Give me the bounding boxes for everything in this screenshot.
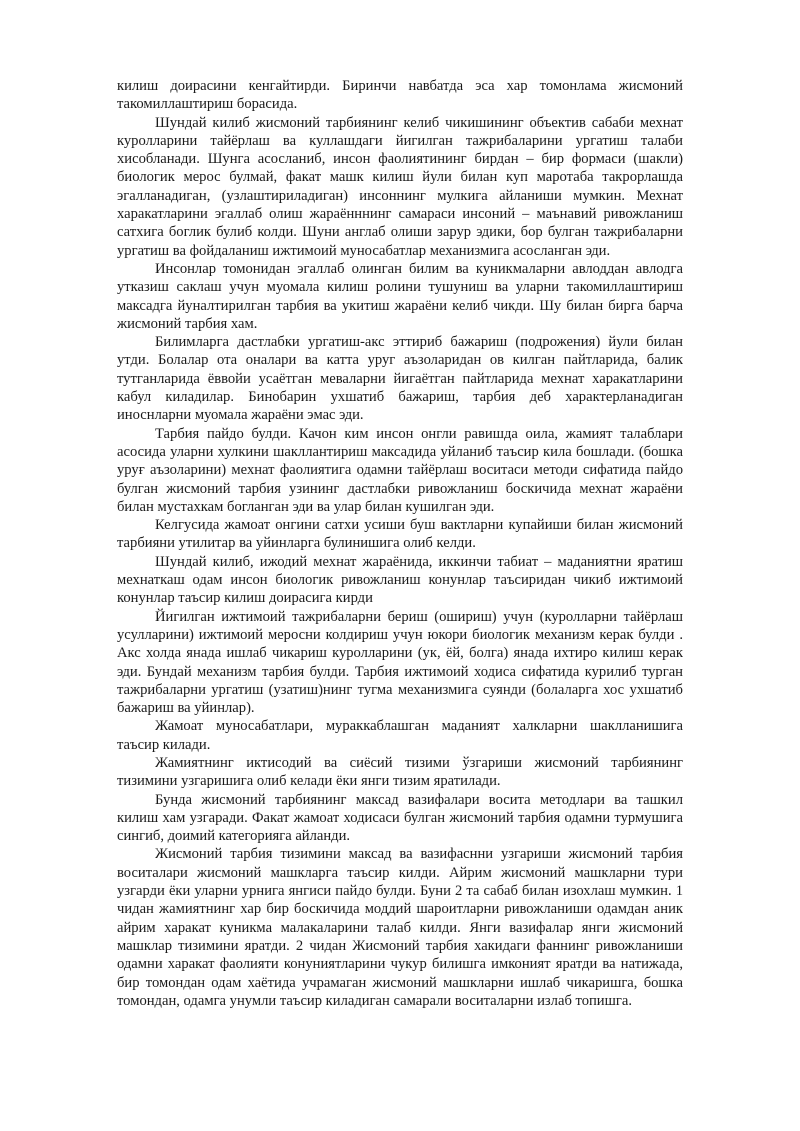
- paragraph: Келгусида жамоат онгини сатхи усиши буш вактларни купайиши билан жисмоний тарбияни утилитар ва уйинларга булинишига олиб келди.: [117, 517, 683, 552]
- paragraph: Жамоат муносабатлари, мураккаблашган маданият халкларни шаклланишига таъсир килади.: [117, 718, 683, 753]
- document-page: [117, 77, 683, 1010]
- paragraph: Тарбия пайдо булди. Качон ким инсон онгли равишда оила, жамият талаблари асосида уларни хулкини шакллантириш максадида уйланиб таъсир кила бошлади. (бошка уруғ аъзоларини) мехнат фаолиятига одамни тайёрлаш воситаси методи сифатида пайдо булган жисмоний тарбия узининг дастлабки ривожланиш боскичида мехнат жараёни билан мустахкам богланган эди ва улар билан кушилган эди.: [117, 425, 683, 515]
- paragraph: Йигилган ижтимоий тажрибаларни бериш (ошириш) учун (куролларни тайёрлаш усулларини) ижтимоий меросни колдириш учун юкори биологик механизм керак булди . Акс холда янада ишлаб чикариш куролларини (ук, ёй, болга) янада ихтиро килиш керак эди. Бундай механизм тарбия булди. Тарбия ижтимоий ходиса сифатида курилиб турган тажрибаларни ургатиш (узатиш)нинг тугма механизмига суянди (болаларга хос ухшатиб бажариш ва уйинлар).: [117, 608, 683, 717]
- paragraph: килиш доирасини кенгайтирди. Биринчи навбатда эса хар томонлама жисмоний такомиллаштириш борасида.: [117, 78, 683, 113]
- paragraph: Бунда жисмоний тарбиянинг максад вазифалари восита методлари ва ташкил килиш хам узгаради. Факат жамоат ходисаси булган жисмоний тарбия одамни турмушига сингиб, доимий категорияга айланди.: [117, 791, 683, 845]
- paragraph: Билимларга дастлабки ургатиш-акс эттириб бажариш (подрожения) йули билан утди. Болалар ота оналари ва катта уруг аъзоларидан ов килган пайтларида, балик тутганларида ёввойи усаётган меваларни йигаётган пайтларида мехнат харакатларини кабул киладилар. Бинобарин ухшатиб бажариш, тарбия деб характерланадиган иноснларни муомала жараёни эмас эди.: [117, 334, 683, 424]
- paragraph: Шундай килиб, ижодий мехнат жараёнида, иккинчи табиат – маданиятни яратиш мехнаткаш одам инсон биологик ривожланиш конунлар таъсиридан чикиб ижтимоий конунлар таъсир килиш доирасига кирди: [117, 553, 683, 607]
- paragraph: Жамиятнинг иктисодий ва сиёсий тизими ўзгариши жисмоний тарбиянинг тизимини узгаришига олиб келади ёки янги тизим яратилади.: [117, 754, 683, 790]
- paragraph: Шундай килиб жисмоний тарбиянинг келиб чикишининг объектив сабаби мехнат куролларини тайёрлаш ва куллашдаги йигилган тажрибаларини ургатиш талаби хисобланади. Шунга асосланиб, инсон фаолиятининг бирдан – бир формаси (шакли) биологик мерос булмай, факат машк килиш йули билан куп маротаба такрорлашда эгалланадиган, (узлаштириладиган) инсоннинг мулкига айланиши мумкин. Мехнат харакатларини эгаллаб олиш жараённнинг самараси инсоний – маънавий ривожланиш сатхига боглик булиб колди. Шуни англаб олиши зарур эдики, бор булган тажрибаларни ургатиш ва фойдаланиш ижтимоий муносабатлар механизмига асосланган эди.: [117, 114, 683, 259]
- paragraph: Жисмоний тарбия тизимини максад ва вазифаснни узгариши жисмоний тарбия воситалари жисмоний машкларга таъсир килди. Айрим жисмоний машкларни тури узгарди ёки уларни урнига янгиси пайдо булди. Буни 2 та сабаб билан изохлаш мумкин. 1 чидан жамиятнинг хар бир боскичида моддий шароитларни ривожланиши одамдан аник айрим харакат куникма малакаларини талаб килди. Янги вазифалар янги жисмоний машклар тизимини яратди. 2 чидан Жисмоний тарбия хакидаги фаннинг ривожланиши одамни харакат фаолияти конуниятларини чукур билишга имконият яратди ва натижада, бир томондан одам хаётида учрамаган жисмоний машкларни ишлаб чикаришга, бошка томондан, одамга унумли таъсир киладиган самарали воситаларни излаб топишга.: [117, 846, 683, 1009]
- paragraph: Инсонлар томонидан эгаллаб олинган билим ва куникмаларни авлоддан авлодга утказиш саклаш учун муомала килиш ролини тушуниш ва уларни такомиллаштириш максадга йуналтирилган тарбия ва укитиш жараёни келиб чикди. Шу билан бирга барча жисмоний тарбия хам.: [117, 260, 683, 332]
